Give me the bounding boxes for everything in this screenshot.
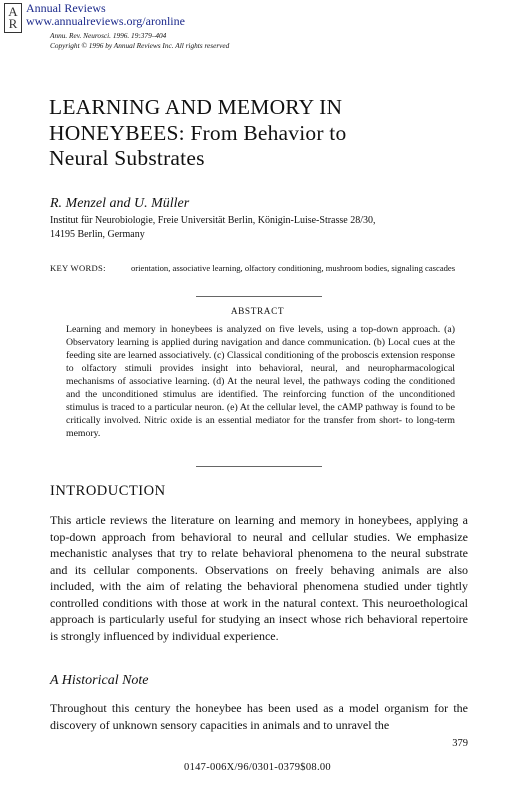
annual-reviews-logo bbox=[4, 3, 22, 33]
abstract-top-rule bbox=[196, 296, 322, 297]
article-title bbox=[49, 95, 469, 172]
introduction-heading: INTRODUCTION bbox=[50, 483, 166, 499]
publisher-name-link[interactable]: Annual Reviews bbox=[26, 1, 106, 15]
affiliation-line-2: 14195 Berlin, Germany bbox=[50, 229, 145, 240]
historical-note-heading: A Historical Note bbox=[50, 673, 149, 688]
article-authors: R. Menzel and U. Müller bbox=[50, 196, 190, 211]
page-number: 379 bbox=[452, 738, 468, 749]
title-line-2: HONEYBEES: From Behavior to bbox=[49, 120, 347, 145]
keywords-label: KEY WORDS: bbox=[50, 263, 106, 273]
title-line-3: Neural Substrates bbox=[49, 146, 205, 170]
abstract-text: Learning and memory in honeybees is analyzed on five levels, using a top-down approach. (a) Observatory learning is applied during navigation and dance communication. (b) Local cues at the feeding site are learned associatively. (c) Classical conditioning of the proboscis extension response to olfactory stimuli provides insight into behavioral, neural, and neuropharmacological mechanisms of associative learning. (d) At the neural level, the pathways coding the conditioned and the unconditioned stimulus are identified. The reinforcing function of the unconditioned stimulus is traced to a particular neuron. (e) At the cellular level, the cAMP pathway is found to be critically involved. Nitric oxide is an essential mediator for the transfer from short- to long-term memory. bbox=[66, 324, 455, 439]
copyright-notice: Copyright © 1996 by Annual Reviews Inc. All rights reserved bbox=[50, 41, 230, 50]
logo-letter-r: R bbox=[8, 16, 18, 31]
author-affiliation bbox=[50, 214, 470, 242]
publisher-url-link[interactable]: www.annualreviews.org/aronline bbox=[26, 14, 185, 28]
keywords-list: orientation, associative learning, olfactory conditioning, mushroom bodies, signaling cascades bbox=[131, 263, 456, 273]
introduction-text: This article reviews the literature on learning and memory in honeybees, applying a top-down approach from behavioral to neural and cellular studies. We emphasize mechanistic analyses that try to relate behavioral phenomena to the neural substrate and its cellular components. Observations on freely behaving animals are also included, with the aim of relating the behavioral phenomena studied under tightly controlled conditions with those at work in the natural context. This neuroethological approach is particularly useful for studying an insect whose rich behavioral repertoire is strongly influenced by individual experience. bbox=[50, 513, 468, 643]
logo-letter-a: A bbox=[8, 4, 18, 19]
journal-citation: Annu. Rev. Neurosci. 1996. 19:379–404 bbox=[50, 31, 167, 40]
abstract-bottom-rule bbox=[196, 466, 322, 467]
title-line-1: LEARNING AND MEMORY IN bbox=[49, 95, 343, 119]
historical-note-text: Throughout this century the honeybee has been used as a model organism for the discovery of unknown sensory capacities in animals and to unravel the bbox=[50, 701, 468, 732]
article-code: 0147-006X/96/0301-0379$08.00 bbox=[184, 762, 331, 773]
affiliation-line-1: Institut für Neurobiologie, Freie Universität Berlin, Königin-Luise-Strasse 28/30, bbox=[50, 215, 376, 226]
abstract-heading: ABSTRACT bbox=[230, 307, 285, 317]
